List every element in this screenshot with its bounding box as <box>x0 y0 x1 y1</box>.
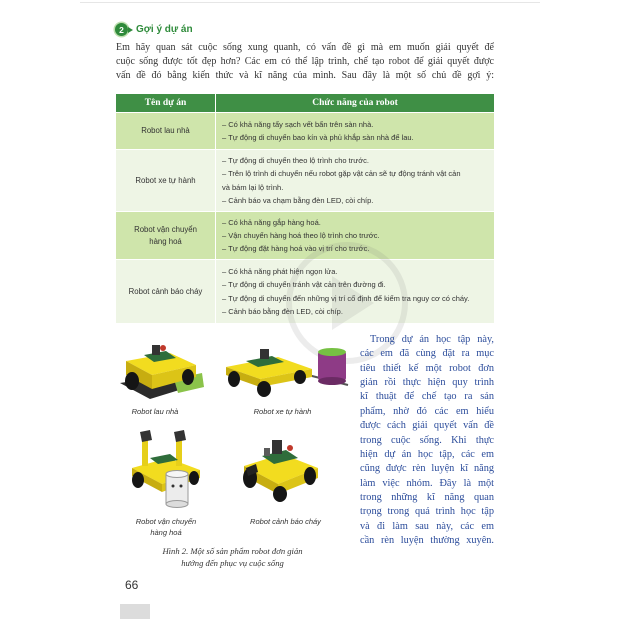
table-row-name <box>116 113 216 150</box>
function-line: và bám lại lộ trình. <box>222 182 284 192</box>
side-line: các em đã cùng đặt ra mục <box>360 348 494 360</box>
function-line: – Tự động di chuyển theo lộ trình cho trước. <box>222 155 369 165</box>
table-header-functions: Chức năng của robot <box>216 94 494 113</box>
table-row-name <box>116 212 216 260</box>
function-line: – Cảnh báo bằng đèn LED, còi chíp. <box>222 306 343 316</box>
caption-transport-robot <box>116 516 216 538</box>
function-line: – Có khả năng tẩy sạch vết bẩn trên sàn nhà. <box>222 119 374 129</box>
side-line: hiện dự án học tập, các em <box>360 448 494 460</box>
side-line: trong cuộc sống. Khi thực <box>360 434 494 446</box>
function-line: – Tự động di chuyển tránh vật cản trên đường đi. <box>222 280 386 290</box>
page-number: 66 <box>125 578 139 592</box>
fire-alarm-robot-image <box>238 428 323 508</box>
caption-line: hàng hoá <box>150 528 182 537</box>
side-line: kĩ thuật để chế tạo ra sản <box>360 391 494 403</box>
side-line: phẩm, nhờ đó các em hiểu <box>360 405 494 417</box>
side-line: Trong dự án học tập này, <box>370 334 494 345</box>
side-line: cần rèn luyện thường xuyên. <box>360 535 494 547</box>
project-name-line: Robot xe tự hành <box>135 175 196 185</box>
side-line: làm việc nhóm. Đây là một <box>360 477 494 489</box>
intro-line: vấn đề đó bằng kiến thức và kĩ năng của mình. Sau đây là một số chủ đề gợi ý: <box>116 70 494 81</box>
side-line: và đi làm sau này, các em <box>360 520 494 532</box>
table-row-functions <box>216 212 494 260</box>
figure-caption <box>130 545 335 569</box>
project-name-line: Robot cảnh báo cháy <box>128 286 203 296</box>
figure-caption-line: hướng đến phục vụ cuộc sống <box>181 558 284 568</box>
function-line: – Cảnh báo va chạm bằng đèn LED, còi chíp. <box>222 195 374 205</box>
function-line: – Có khả năng phát hiện ngọn lửa. <box>222 266 338 276</box>
section-title: Gợi ý dự án <box>136 24 193 35</box>
function-line: – Tự động di chuyển bao kín và phủ khắp sàn nhà để lau. <box>222 133 414 142</box>
side-line: tiêu thiết kế một robot đơn <box>360 362 494 374</box>
project-name-line: hàng hoá <box>149 236 182 246</box>
caption-self-driving-robot: Robot xe tự hành <box>253 407 312 416</box>
table-row-functions <box>216 150 494 212</box>
transport-robot-image <box>128 428 203 508</box>
caption-fire-alarm-robot: Robot cảnh báo cháy <box>250 517 321 526</box>
section-number-badge <box>115 23 128 36</box>
section-number: 2 <box>119 24 124 35</box>
intro-line: cuộc sống được tốt đẹp hơn? Các em có thể lập trình, chế tạo robot để giải quyết được <box>116 56 494 67</box>
intro-paragraph <box>116 41 494 83</box>
project-table <box>116 94 494 324</box>
side-line: trong những kĩ năng quan <box>360 491 494 503</box>
footer-tab <box>120 604 150 619</box>
table-row-functions <box>216 260 494 324</box>
project-name-line: Robot vận chuyển <box>134 224 197 234</box>
table-row-name <box>116 260 216 324</box>
caption-line: Robot vận chuyển <box>135 517 197 526</box>
function-line: – Trên lộ trình di chuyển nếu robot gặp vật cản sẽ tự động tránh vật cản <box>222 169 461 179</box>
side-line: cũng được rèn luyện kĩ năng <box>360 463 494 475</box>
caption-floor-robot: Robot lau nhà <box>131 407 179 416</box>
project-name-line: Robot lau nhà <box>141 126 190 135</box>
function-line: – Vận chuyển hàng hoá theo lộ trình cho trước. <box>222 230 380 240</box>
side-line: được cách giải quyết vấn đề <box>360 420 494 432</box>
section-heading <box>115 22 193 37</box>
intro-line: Em hãy quan sát cuộc sống xung quanh, có vấn đề gì mà em muốn giải quyết để <box>116 42 494 53</box>
side-paragraph <box>360 333 494 548</box>
function-line: – Có khả năng gắp hàng hoá. <box>222 217 321 227</box>
top-rule <box>80 2 540 3</box>
table-row-functions <box>216 113 494 150</box>
self-driving-robot-image <box>220 345 355 400</box>
floor-cleaning-robot-image <box>116 333 204 405</box>
function-line: – Tự động đặt hàng hoá vào vị trí cho trước. <box>222 244 370 254</box>
table-header-project-name: Tên dự án <box>116 94 216 113</box>
side-line: trọng trong quá trình học tập <box>360 506 494 518</box>
function-line: – Tự động di chuyển đến những vị trí cố định để kiểm tra nguy cơ có cháy. <box>222 293 470 303</box>
side-line: giản rồi thực hiện quy trình <box>360 377 494 389</box>
figure-caption-line: Hình 2. Một số sản phẩm robot đơn giản <box>162 546 303 556</box>
table-row-name <box>116 150 216 212</box>
